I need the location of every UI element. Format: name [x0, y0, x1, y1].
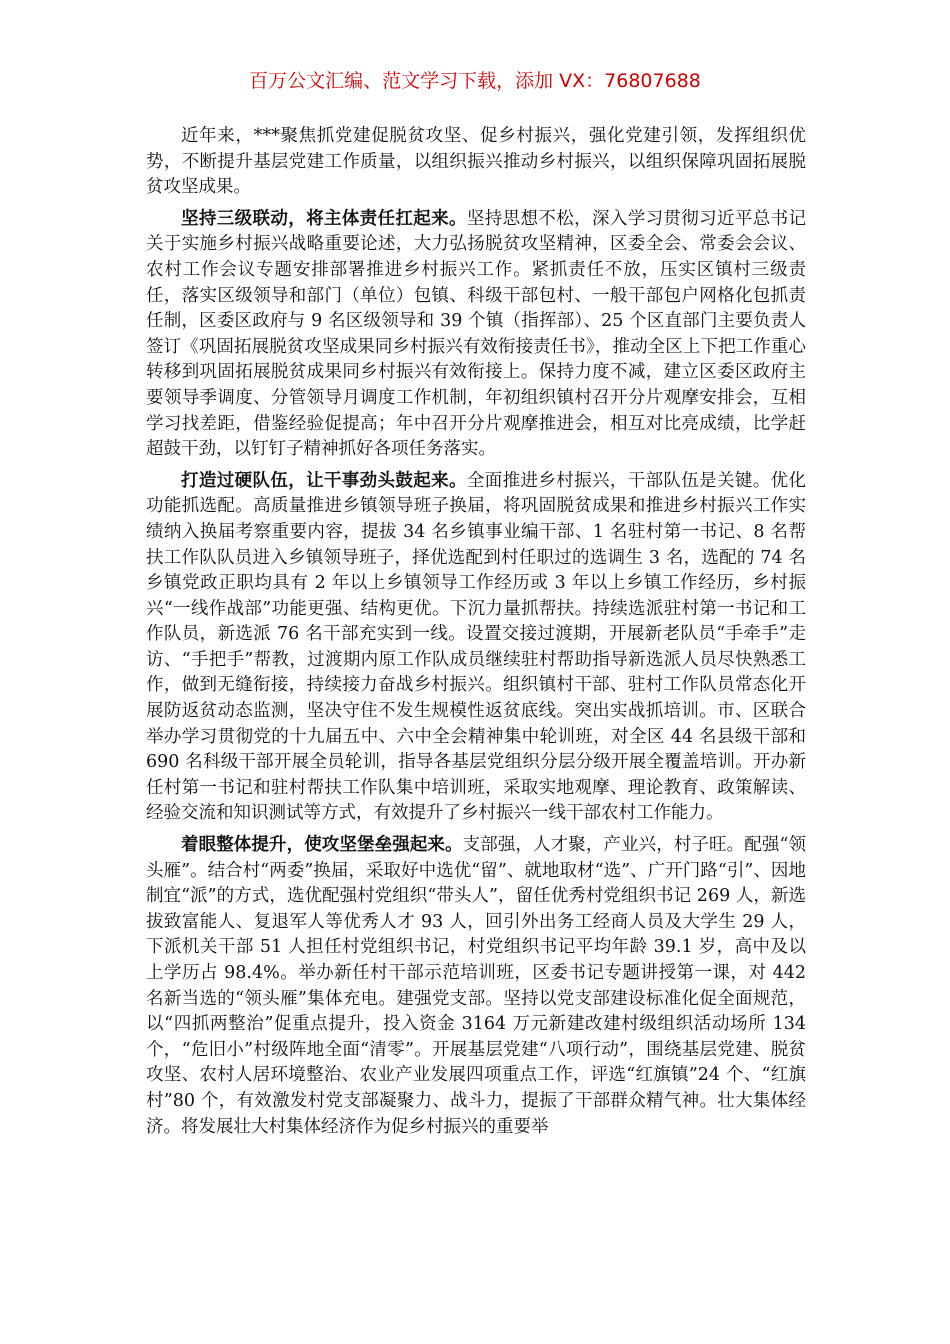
paragraph-text: 支部强，人才聚，产业兴，村子旺。配强“领头雁”。结合村“两委”换届，采取好中选优“留”、就地取材“选”、广开门路“引”、因地制宜“派”的方式，选优配强村党组织“带头人”，留任优秀村党组织书记 269 人，新选拔致富能人、复退军人等优秀人才 93 人，回引外出务工经商人员及大学生 29 人，下派机关干部 51 人担任村党组织书记，村党组织书记平均年龄 39.1 岁，高中及以上学历占 98.4%。举办新任村干部示范培训班，区委书记专题讲授第一课，对 442 名新当选的“领头雁”集体充电。建强党支部。坚持以党支部建设标准化促全面规范，以“四抓两整治”促重点提升，投入资金 3164 万元新建改建村级组织活动场所 134 个，“危旧小”村级阵地全面“清零”。开展基层党建“八项行动”，围绕基层党建、脱贫攻坚、农村人居环境整治、农业产业发展四项重点工作，评选“红旗镇”24 个、“红旗村”80 个，有效激发村党支部凝聚力、战斗力，提振了干部群众精气神。壮大集体经济。将发展壮大村集体经济作为促乡村振兴的重要举 [146, 835, 806, 1137]
paragraph-text: 近年来，***聚焦抓党建促脱贫攻坚、促乡村振兴，强化党建引领，发挥组织优势，不断提升基层党建工作质量，以组织振兴推动乡村振兴，以组织保障巩固拓展脱贫攻坚成果。 [146, 126, 806, 198]
paragraph-overall-improvement [146, 833, 806, 1140]
header-banner: 百万公文汇编、范文学习下载，添加 VX：76807688 [249, 70, 701, 92]
paragraph-lead: 坚持三级联动，将主体责任扛起来。 [181, 208, 467, 229]
paragraph-lead: 打造过硬队伍，让干事劲头鼓起来。 [181, 470, 467, 491]
paragraph-text: 坚持思想不松，深入学习贯彻习近平总书记关于实施乡村振兴战略重要论述，大力弘扬脱贫攻坚精神，区委全会、常委会会议、农村工作会议专题安排部署推进乡村振兴工作。紧抓责任不放，压实区镇村三级责任，落实区级领导和部门（单位）包镇、科级干部包村、一般干部包户网格化包抓责任制，区委区政府与 9 名区级领导和 39 个镇（指挥部）、25 个区直部门主要负责人签订《巩固拓展脱贫攻坚成果同乡村振兴有效衔接责任书》，推动全区上下把工作重心转移到巩固拓展脱贫成果同乡村振兴有效衔接上。保持力度不减，建立区委区政府主要领导季调度、分管领导月调度工作机制，年初组织镇村召开分片观摩安排会，互相学习找差距，借鉴经验促提高；年中召开分片观摩推进会，相互对比亮成绩，比学赶超鼓干劲，以钉钉子精神抓好各项任务落实。 [146, 208, 807, 460]
paragraph-intro [146, 124, 806, 201]
paragraph-three-level-linkage [146, 207, 806, 463]
paragraph-strong-team [146, 469, 806, 827]
document-body [146, 124, 806, 1146]
paragraph-lead: 着眼整体提升，使攻坚堡垒强起来。 [181, 835, 463, 856]
paragraph-text: 全面推进乡村振兴，干部队伍是关键。优化功能抓选配。高质量推进乡镇领导班子换届，将巩固脱贫成果和推进乡村振兴工作实绩纳入换届考察重要内容，提拔 34 名乡镇事业编干部、1 名驻村第一书记、8 名帮扶工作队队员进入乡镇领导班子，择优选配到村任职过的选调生 3 名，选配的 74 名乡镇党政正职均具有 2 年以上乡镇领导工作经历或 3 年以上乡镇工作经历，乡村振兴“一线作战部”功能更强、结构更优。下沉力量抓帮扶。持续选派驻村第一书记和工作队员，新选派 76 名干部充实到一线。设置交接过渡期，开展新老队员“手牵手”走访、“手把手”帮教，过渡期内原工作队成员继续驻村帮助指导新选派人员尽快熟悉工作，做到无缝衔接，持续接力奋战乡村振兴。组织镇村干部、驻村工作队员常态化开展防返贫动态监测，坚决守住不发生规模性返贫底线。突出实战抓培训。市、区联合举办学习贯彻党的十九届五中、六中全会精神集中轮训班，对全区 44 名县级干部和 690 名科级干部开展全员轮训，指导各基层党组织分层分级开展全覆盖培训。开办新任村第一书记和驻村帮扶工作队集中培训班，采取实地观摩、理论教育、政策解读、经验交流和知识测试等方式，有效提升了乡村振兴一线干部农村工作能力。 [146, 470, 807, 824]
